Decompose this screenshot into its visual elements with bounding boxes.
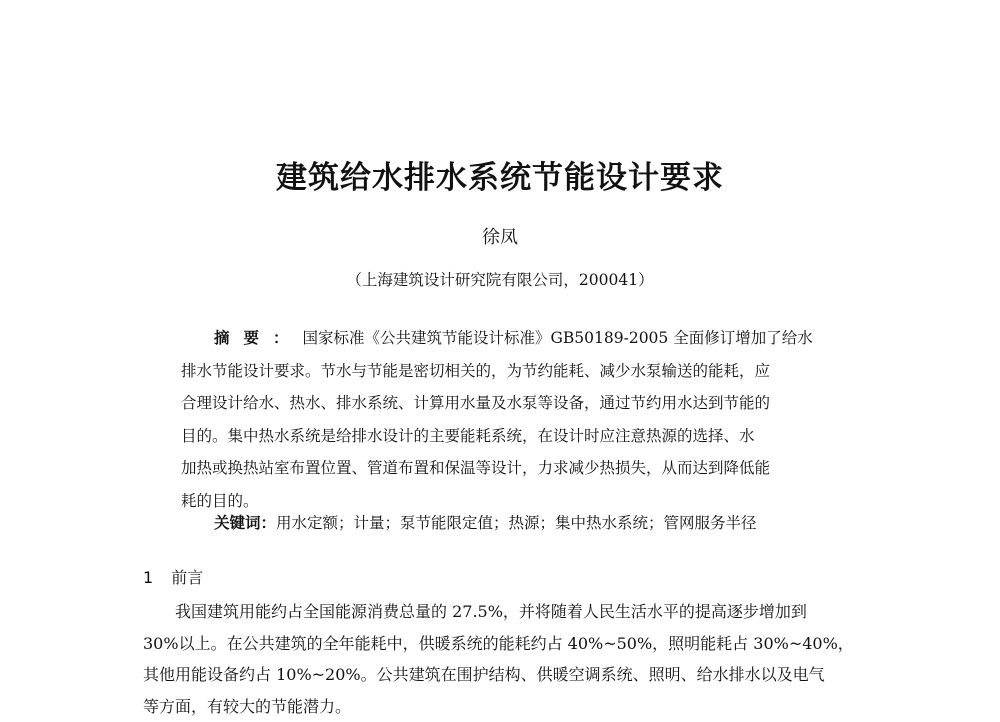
keywords-label: 关键词： — [214, 514, 276, 532]
abstract-text: 国家标准《公共建筑节能设计标准》GB50189-2005 全面修订增加了给水 — [303, 329, 813, 347]
body-line: 我国建筑用能约占全国能源消费总量的 27.5%，并将随着人民生活水平的提高逐步增加到 — [143, 596, 863, 628]
abstract-line: 耗的目的。 — [181, 485, 833, 518]
author-affiliation: （上海建筑设计研究院有限公司，200041） — [0, 268, 1000, 290]
section-body — [143, 596, 863, 722]
abstract-line — [181, 322, 833, 355]
body-line: 等方面，有较大的节能潜力。 — [143, 691, 863, 722]
author-name: 徐凤 — [0, 223, 1000, 249]
abstract-line: 加热或换热站室布置位置、管道布置和保温等设计，力求减少热损失，从而达到降低能 — [181, 452, 833, 485]
keywords-text: 用水定额；计量；泵节能限定值；热源；集中热水系统；管网服务半径 — [276, 514, 757, 532]
section-heading — [143, 565, 203, 588]
abstract-label: 摘要： — [214, 329, 303, 347]
abstract-line: 排水节能设计要求。节水与节能是密切相关的，为节约能耗、减少水泵输送的能耗，应 — [181, 355, 833, 388]
section-title: 前言 — [171, 568, 203, 587]
body-line: 其他用能设备约占 10%~20%。公共建筑在围护结构、供暖空调系统、照明、给水排水以及电气 — [143, 659, 863, 691]
abstract-line: 合理设计给水、热水、排水系统、计算用水量及水泵等设备，通过节约用水达到节能的 — [181, 387, 833, 420]
keywords-block — [214, 510, 854, 536]
abstract-line: 目的。集中热水系统是给排水设计的主要能耗系统，在设计时应注意热源的选择、水 — [181, 420, 833, 453]
section-number: 1 — [143, 568, 153, 587]
body-line: 30%以上。在公共建筑的全年能耗中，供暖系统的能耗约占 40%~50%，照明能耗占 30%~40%， — [143, 628, 863, 660]
abstract-block — [181, 322, 833, 517]
paper-title: 建筑给水排水系统节能设计要求 — [0, 152, 1000, 197]
